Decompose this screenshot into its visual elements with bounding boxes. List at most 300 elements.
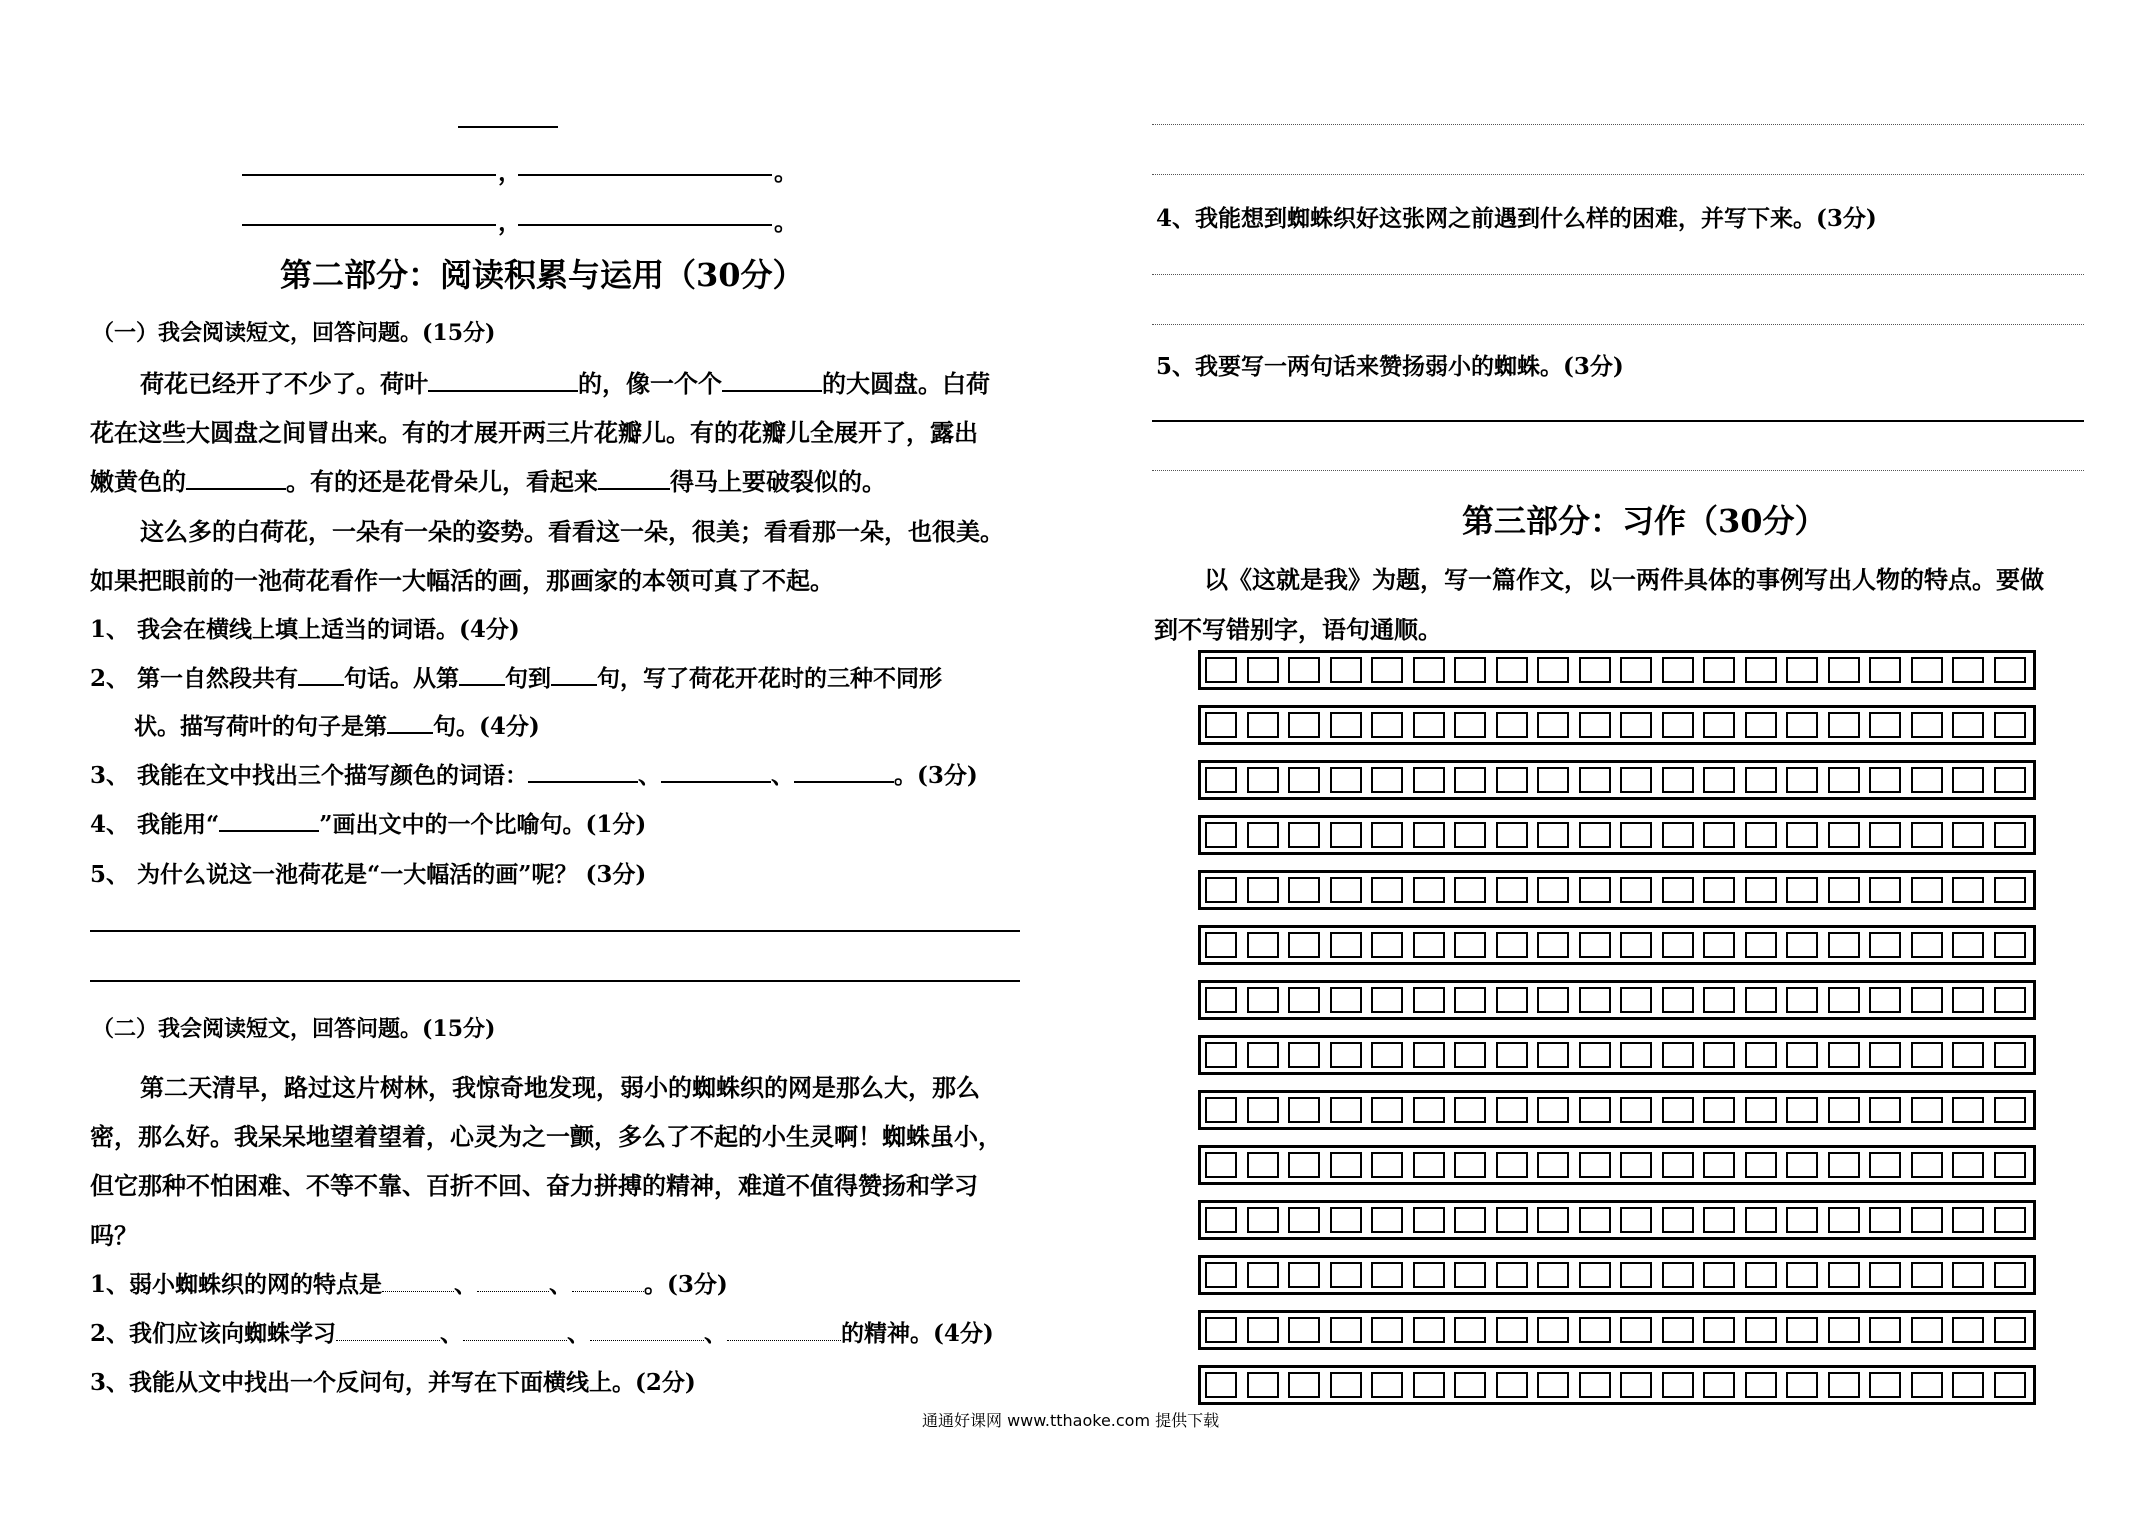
grid-cell[interactable] [1786, 822, 1818, 848]
grid-cell[interactable] [1371, 877, 1403, 903]
grid-cell[interactable] [1288, 767, 1320, 793]
grid-cell[interactable] [1496, 1152, 1528, 1178]
grid-cell[interactable] [1703, 877, 1735, 903]
grid-cell[interactable] [1537, 1317, 1569, 1343]
grid-cell[interactable] [1205, 767, 1237, 793]
grid-cell[interactable] [1579, 1042, 1611, 1068]
grid-cell[interactable] [1247, 1097, 1279, 1123]
grid-cell[interactable] [1496, 1262, 1528, 1288]
grid-cell[interactable] [1247, 1207, 1279, 1233]
grid-cell[interactable] [1454, 1042, 1486, 1068]
grid-cell[interactable] [1786, 1152, 1818, 1178]
grid-cell[interactable] [1537, 1372, 1569, 1398]
grid-cell[interactable] [1205, 1152, 1237, 1178]
grid-cell[interactable] [1869, 712, 1901, 738]
answer-line[interactable] [1152, 420, 2084, 422]
grid-cell[interactable] [1288, 1207, 1320, 1233]
grid-cell[interactable] [1703, 1207, 1735, 1233]
grid-cell[interactable] [1952, 822, 1984, 848]
grid-cell[interactable] [1662, 987, 1694, 1013]
grid-cell[interactable] [1662, 712, 1694, 738]
grid-cell[interactable] [1247, 822, 1279, 848]
grid-cell[interactable] [1330, 1317, 1362, 1343]
grid-cell[interactable] [1745, 822, 1777, 848]
grid-cell[interactable] [1454, 1372, 1486, 1398]
answer-line[interactable] [242, 174, 496, 176]
grid-cell[interactable] [1911, 657, 1943, 683]
grid-cell[interactable] [1786, 1317, 1818, 1343]
grid-cell[interactable] [1869, 987, 1901, 1013]
grid-cell[interactable] [1537, 932, 1569, 958]
grid-cell[interactable] [1330, 712, 1362, 738]
grid-cell[interactable] [1579, 1207, 1611, 1233]
grid-cell[interactable] [1288, 1042, 1320, 1068]
grid-cell[interactable] [1413, 767, 1445, 793]
grid-cell[interactable] [1537, 657, 1569, 683]
grid-cell[interactable] [1579, 1262, 1611, 1288]
grid-cell[interactable] [1496, 932, 1528, 958]
grid-cell[interactable] [1662, 822, 1694, 848]
grid-cell[interactable] [1703, 1317, 1735, 1343]
grid-cell[interactable] [1496, 1097, 1528, 1123]
grid-cell[interactable] [1703, 987, 1735, 1013]
grid-cell[interactable] [1911, 1317, 1943, 1343]
fill-blank[interactable] [387, 709, 433, 734]
grid-cell[interactable] [1869, 932, 1901, 958]
grid-cell[interactable] [1662, 657, 1694, 683]
grid-cell[interactable] [1869, 1372, 1901, 1398]
grid-cell[interactable] [1288, 987, 1320, 1013]
fill-blank[interactable] [298, 661, 344, 686]
grid-cell[interactable] [1496, 1317, 1528, 1343]
grid-cell[interactable] [1620, 1097, 1652, 1123]
fill-blank[interactable] [598, 464, 670, 490]
grid-cell[interactable] [1454, 1152, 1486, 1178]
grid-cell[interactable] [1786, 767, 1818, 793]
grid-cell[interactable] [1911, 767, 1943, 793]
grid-cell[interactable] [1828, 1097, 1860, 1123]
grid-cell[interactable] [1786, 1097, 1818, 1123]
grid-cell[interactable] [1828, 657, 1860, 683]
grid-cell[interactable] [1662, 1097, 1694, 1123]
grid-cell[interactable] [1620, 822, 1652, 848]
grid-cell[interactable] [1869, 1207, 1901, 1233]
grid-cell[interactable] [1994, 1207, 2026, 1233]
grid-cell[interactable] [1911, 1097, 1943, 1123]
fill-blank[interactable] [428, 366, 578, 392]
grid-cell[interactable] [1745, 767, 1777, 793]
grid-cell[interactable] [1579, 767, 1611, 793]
grid-cell[interactable] [1786, 877, 1818, 903]
grid-cell[interactable] [1330, 1152, 1362, 1178]
grid-cell[interactable] [1330, 987, 1362, 1013]
grid-cell[interactable] [1413, 1152, 1445, 1178]
grid-cell[interactable] [1952, 987, 1984, 1013]
grid-cell[interactable] [1662, 877, 1694, 903]
grid-cell[interactable] [1496, 1372, 1528, 1398]
grid-cell[interactable] [1288, 1152, 1320, 1178]
answer-line[interactable] [90, 930, 1020, 932]
grid-cell[interactable] [1247, 987, 1279, 1013]
grid-cell[interactable] [1205, 987, 1237, 1013]
grid-cell[interactable] [1496, 657, 1528, 683]
grid-cell[interactable] [1496, 767, 1528, 793]
grid-cell[interactable] [1828, 1317, 1860, 1343]
grid-cell[interactable] [1703, 712, 1735, 738]
grid-cell[interactable] [1247, 932, 1279, 958]
answer-line[interactable] [90, 980, 1020, 982]
grid-cell[interactable] [1537, 1207, 1569, 1233]
grid-cell[interactable] [1703, 1042, 1735, 1068]
grid-cell[interactable] [1371, 1042, 1403, 1068]
grid-cell[interactable] [1662, 1042, 1694, 1068]
grid-cell[interactable] [1205, 1097, 1237, 1123]
grid-cell[interactable] [1703, 1262, 1735, 1288]
grid-cell[interactable] [1662, 1262, 1694, 1288]
grid-cell[interactable] [1537, 1097, 1569, 1123]
grid-cell[interactable] [1371, 1207, 1403, 1233]
grid-cell[interactable] [1371, 712, 1403, 738]
grid-cell[interactable] [1620, 1207, 1652, 1233]
grid-cell[interactable] [1579, 1152, 1611, 1178]
grid-cell[interactable] [1537, 1262, 1569, 1288]
grid-cell[interactable] [1413, 1207, 1445, 1233]
grid-cell[interactable] [1330, 1042, 1362, 1068]
grid-cell[interactable] [1205, 1262, 1237, 1288]
grid-cell[interactable] [1205, 1207, 1237, 1233]
grid-cell[interactable] [1994, 822, 2026, 848]
grid-cell[interactable] [1288, 657, 1320, 683]
grid-cell[interactable] [1620, 987, 1652, 1013]
grid-cell[interactable] [1537, 822, 1569, 848]
grid-cell[interactable] [1620, 1262, 1652, 1288]
grid-cell[interactable] [1828, 932, 1860, 958]
grid-cell[interactable] [1828, 987, 1860, 1013]
grid-cell[interactable] [1952, 1372, 1984, 1398]
grid-cell[interactable] [1745, 1262, 1777, 1288]
grid-cell[interactable] [1994, 987, 2026, 1013]
grid-cell[interactable] [1620, 712, 1652, 738]
grid-cell[interactable] [1828, 822, 1860, 848]
grid-cell[interactable] [1247, 1262, 1279, 1288]
grid-cell[interactable] [1911, 1152, 1943, 1178]
grid-cell[interactable] [1828, 1372, 1860, 1398]
grid-cell[interactable] [1579, 932, 1611, 958]
grid-cell[interactable] [1413, 877, 1445, 903]
grid-cell[interactable] [1994, 1152, 2026, 1178]
grid-cell[interactable] [1869, 822, 1901, 848]
grid-cell[interactable] [1413, 712, 1445, 738]
grid-cell[interactable] [1745, 877, 1777, 903]
grid-cell[interactable] [1413, 1042, 1445, 1068]
answer-line[interactable] [1152, 174, 2084, 175]
grid-cell[interactable] [1371, 1372, 1403, 1398]
grid-cell[interactable] [1413, 1317, 1445, 1343]
fill-blank[interactable] [219, 807, 319, 832]
grid-cell[interactable] [1786, 1042, 1818, 1068]
grid-cell[interactable] [1247, 657, 1279, 683]
grid-cell[interactable] [1786, 1372, 1818, 1398]
grid-cell[interactable] [1703, 1152, 1735, 1178]
grid-cell[interactable] [1994, 1317, 2026, 1343]
grid-cell[interactable] [1413, 822, 1445, 848]
grid-cell[interactable] [1579, 1317, 1611, 1343]
grid-cell[interactable] [1579, 822, 1611, 848]
grid-cell[interactable] [1869, 1042, 1901, 1068]
grid-cell[interactable] [1371, 1097, 1403, 1123]
grid-cell[interactable] [1205, 822, 1237, 848]
grid-cell[interactable] [1247, 877, 1279, 903]
grid-cell[interactable] [1205, 877, 1237, 903]
grid-cell[interactable] [1288, 1317, 1320, 1343]
grid-cell[interactable] [1205, 1317, 1237, 1343]
grid-cell[interactable] [1745, 932, 1777, 958]
grid-cell[interactable] [1454, 932, 1486, 958]
answer-line[interactable] [518, 224, 772, 226]
fill-blank[interactable] [477, 1268, 549, 1292]
grid-cell[interactable] [1994, 1042, 2026, 1068]
grid-cell[interactable] [1911, 1042, 1943, 1068]
grid-cell[interactable] [1745, 1317, 1777, 1343]
grid-cell[interactable] [1371, 1152, 1403, 1178]
grid-cell[interactable] [1662, 1152, 1694, 1178]
grid-cell[interactable] [1786, 987, 1818, 1013]
grid-cell[interactable] [1952, 1042, 1984, 1068]
grid-cell[interactable] [1413, 1372, 1445, 1398]
answer-line[interactable] [1152, 470, 2084, 471]
grid-cell[interactable] [1911, 822, 1943, 848]
grid-cell[interactable] [1786, 1262, 1818, 1288]
grid-cell[interactable] [1952, 1097, 1984, 1123]
grid-cell[interactable] [1911, 932, 1943, 958]
grid-cell[interactable] [1703, 822, 1735, 848]
grid-cell[interactable] [1454, 1097, 1486, 1123]
grid-cell[interactable] [1952, 767, 1984, 793]
grid-cell[interactable] [1994, 767, 2026, 793]
grid-cell[interactable] [1620, 1042, 1652, 1068]
grid-cell[interactable] [1454, 767, 1486, 793]
fill-blank[interactable] [794, 758, 894, 783]
grid-cell[interactable] [1828, 1042, 1860, 1068]
grid-cell[interactable] [1662, 767, 1694, 793]
grid-cell[interactable] [1745, 657, 1777, 683]
grid-cell[interactable] [1454, 1207, 1486, 1233]
grid-cell[interactable] [1330, 767, 1362, 793]
grid-cell[interactable] [1288, 877, 1320, 903]
grid-cell[interactable] [1247, 767, 1279, 793]
answer-line[interactable] [518, 174, 772, 176]
grid-cell[interactable] [1579, 1372, 1611, 1398]
grid-cell[interactable] [1330, 1207, 1362, 1233]
grid-cell[interactable] [1205, 1372, 1237, 1398]
grid-cell[interactable] [1413, 657, 1445, 683]
grid-cell[interactable] [1911, 712, 1943, 738]
grid-cell[interactable] [1247, 1152, 1279, 1178]
grid-cell[interactable] [1454, 1262, 1486, 1288]
grid-cell[interactable] [1205, 932, 1237, 958]
fill-blank[interactable] [590, 1317, 704, 1341]
grid-cell[interactable] [1703, 1097, 1735, 1123]
grid-cell[interactable] [1828, 712, 1860, 738]
grid-cell[interactable] [1662, 1372, 1694, 1398]
grid-cell[interactable] [1994, 712, 2026, 738]
grid-cell[interactable] [1703, 657, 1735, 683]
fill-blank[interactable] [382, 1268, 454, 1292]
grid-cell[interactable] [1288, 1372, 1320, 1398]
grid-cell[interactable] [1828, 767, 1860, 793]
grid-cell[interactable] [1371, 657, 1403, 683]
grid-cell[interactable] [1786, 932, 1818, 958]
grid-cell[interactable] [1994, 1097, 2026, 1123]
grid-cell[interactable] [1371, 987, 1403, 1013]
grid-cell[interactable] [1828, 1207, 1860, 1233]
grid-cell[interactable] [1869, 877, 1901, 903]
grid-cell[interactable] [1869, 767, 1901, 793]
grid-cell[interactable] [1330, 657, 1362, 683]
grid-cell[interactable] [1454, 1317, 1486, 1343]
grid-cell[interactable] [1952, 657, 1984, 683]
grid-cell[interactable] [1330, 1372, 1362, 1398]
grid-cell[interactable] [1828, 1262, 1860, 1288]
grid-cell[interactable] [1620, 1152, 1652, 1178]
fill-blank[interactable] [551, 661, 597, 686]
grid-cell[interactable] [1828, 877, 1860, 903]
grid-cell[interactable] [1330, 1262, 1362, 1288]
grid-cell[interactable] [1205, 657, 1237, 683]
grid-cell[interactable] [1496, 1042, 1528, 1068]
grid-cell[interactable] [1454, 712, 1486, 738]
grid-cell[interactable] [1454, 822, 1486, 848]
grid-cell[interactable] [1828, 1152, 1860, 1178]
grid-cell[interactable] [1247, 712, 1279, 738]
grid-cell[interactable] [1952, 1207, 1984, 1233]
grid-cell[interactable] [1952, 877, 1984, 903]
grid-cell[interactable] [1662, 1317, 1694, 1343]
grid-cell[interactable] [1330, 822, 1362, 848]
grid-cell[interactable] [1371, 1262, 1403, 1288]
grid-cell[interactable] [1703, 1372, 1735, 1398]
fill-blank[interactable] [722, 366, 822, 392]
grid-cell[interactable] [1537, 1152, 1569, 1178]
grid-cell[interactable] [1620, 932, 1652, 958]
grid-cell[interactable] [1620, 1372, 1652, 1398]
grid-cell[interactable] [1911, 987, 1943, 1013]
grid-cell[interactable] [1745, 1042, 1777, 1068]
grid-cell[interactable] [1745, 1207, 1777, 1233]
grid-cell[interactable] [1496, 877, 1528, 903]
answer-line[interactable] [1152, 124, 2084, 125]
grid-cell[interactable] [1579, 987, 1611, 1013]
grid-cell[interactable] [1496, 987, 1528, 1013]
grid-cell[interactable] [1413, 1097, 1445, 1123]
grid-cell[interactable] [1330, 877, 1362, 903]
grid-cell[interactable] [1869, 1152, 1901, 1178]
grid-cell[interactable] [1496, 1207, 1528, 1233]
fill-blank[interactable] [572, 1268, 644, 1292]
grid-cell[interactable] [1288, 712, 1320, 738]
grid-cell[interactable] [1620, 767, 1652, 793]
grid-cell[interactable] [1454, 987, 1486, 1013]
grid-cell[interactable] [1371, 822, 1403, 848]
grid-cell[interactable] [1911, 1262, 1943, 1288]
grid-cell[interactable] [1330, 932, 1362, 958]
grid-cell[interactable] [1330, 1097, 1362, 1123]
grid-cell[interactable] [1288, 822, 1320, 848]
grid-cell[interactable] [1952, 932, 1984, 958]
fill-blank[interactable] [661, 758, 771, 783]
grid-cell[interactable] [1579, 657, 1611, 683]
grid-cell[interactable] [1413, 987, 1445, 1013]
grid-cell[interactable] [1247, 1317, 1279, 1343]
grid-cell[interactable] [1579, 1097, 1611, 1123]
grid-cell[interactable] [1454, 657, 1486, 683]
grid-cell[interactable] [1745, 1097, 1777, 1123]
grid-cell[interactable] [1745, 1152, 1777, 1178]
grid-cell[interactable] [1537, 767, 1569, 793]
grid-cell[interactable] [1869, 1262, 1901, 1288]
fill-blank[interactable] [463, 1317, 567, 1341]
grid-cell[interactable] [1745, 1372, 1777, 1398]
grid-cell[interactable] [1620, 1317, 1652, 1343]
grid-cell[interactable] [1247, 1042, 1279, 1068]
grid-cell[interactable] [1288, 1262, 1320, 1288]
grid-cell[interactable] [1911, 1372, 1943, 1398]
grid-cell[interactable] [1662, 932, 1694, 958]
grid-cell[interactable] [1371, 767, 1403, 793]
fill-blank[interactable] [727, 1317, 841, 1341]
grid-cell[interactable] [1620, 877, 1652, 903]
fill-blank[interactable] [459, 661, 505, 686]
grid-cell[interactable] [1745, 987, 1777, 1013]
grid-cell[interactable] [1288, 932, 1320, 958]
grid-cell[interactable] [1371, 932, 1403, 958]
fill-blank[interactable] [528, 758, 638, 783]
grid-cell[interactable] [1205, 1042, 1237, 1068]
grid-cell[interactable] [1952, 1152, 1984, 1178]
grid-cell[interactable] [1869, 1317, 1901, 1343]
grid-cell[interactable] [1413, 932, 1445, 958]
grid-cell[interactable] [1952, 712, 1984, 738]
grid-cell[interactable] [1205, 712, 1237, 738]
grid-cell[interactable] [1413, 1262, 1445, 1288]
grid-cell[interactable] [1786, 657, 1818, 683]
grid-cell[interactable] [1994, 1372, 2026, 1398]
grid-cell[interactable] [1911, 877, 1943, 903]
grid-cell[interactable] [1703, 932, 1735, 958]
grid-cell[interactable] [1537, 877, 1569, 903]
grid-cell[interactable] [1579, 877, 1611, 903]
grid-cell[interactable] [1911, 1207, 1943, 1233]
grid-cell[interactable] [1994, 877, 2026, 903]
grid-cell[interactable] [1952, 1262, 1984, 1288]
grid-cell[interactable] [1994, 1262, 2026, 1288]
grid-cell[interactable] [1496, 712, 1528, 738]
answer-line[interactable] [458, 126, 558, 128]
fill-blank[interactable] [186, 464, 286, 490]
grid-cell[interactable] [1786, 712, 1818, 738]
grid-cell[interactable] [1620, 657, 1652, 683]
grid-cell[interactable] [1869, 657, 1901, 683]
grid-cell[interactable] [1288, 1097, 1320, 1123]
grid-cell[interactable] [1247, 1372, 1279, 1398]
grid-cell[interactable] [1454, 877, 1486, 903]
grid-cell[interactable] [1869, 1097, 1901, 1123]
answer-line[interactable] [242, 224, 496, 226]
grid-cell[interactable] [1994, 932, 2026, 958]
grid-cell[interactable] [1496, 822, 1528, 848]
grid-cell[interactable] [1703, 767, 1735, 793]
grid-cell[interactable] [1994, 657, 2026, 683]
